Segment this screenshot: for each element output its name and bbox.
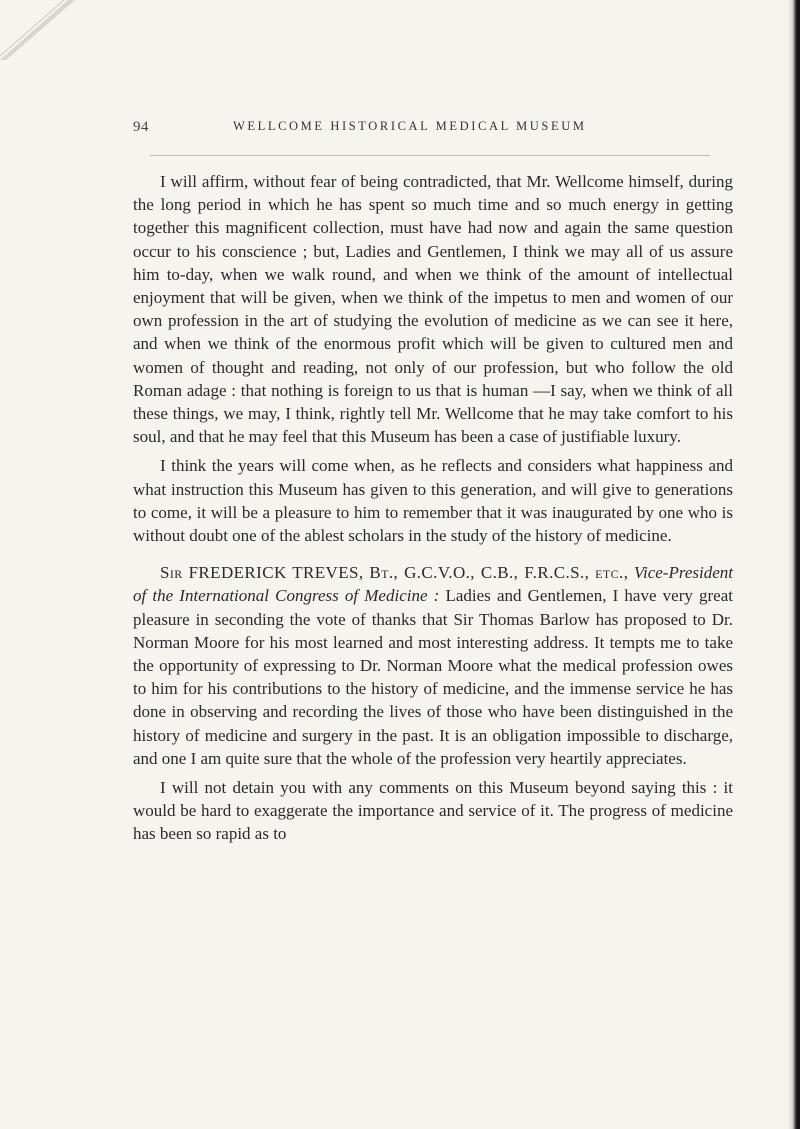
paragraph-3-text: Ladies and Gentlemen, I have very great pleasure in seconding the vote of thanks that Sir Thomas Barlow has proposed to Dr. Norman Moore for his most learned and most interesting address. It tempts me to take the opportunity of expressing to Dr. Norman Moore what the medical profession owes to him for his contributions to the history of medicine, and the immense service he has done in observing and recording the lives of those who have been distinguished in the history of medicine and surgery in the past. It is an obligation impossible to discharge, and one I am quite sure that the whole of the profession very heartily appreciates. <box>133 586 733 768</box>
paragraph-1: I will affirm, without fear of being contradicted, that Mr. Wellcome himself, during the long period in which he has spent so much time and so much energy in getting together this magnificent collection, must have had now and again the same question occur to his conscience ; but, Ladies and Gentlemen, I think we may all of us assure him to-day, when we walk round, and when we think of the amount of intellectual enjoyment that will be given, when we think of the impetus to men and women of our own profession in the art of studying the evolution of medicine as we can see it here, and when we think of the enormous profit which will be given to cultured men and women of thought and reading, not only of our profession, but who follow the old Roman adage : that nothing is foreign to us that is human —I say, when we think of all these things, we may, I think, rightly tell Mr. Wellcome that he may take comfort to his soul, and that he may feel that this Museum has been a case of justifiable luxury. <box>133 172 733 447</box>
paragraph-2: I think the years will come when, as he reflects and considers what happiness and what instruction this Museum has given to this generation, and will give to generations to come, it will be a pleasure to him to remember that it was inaugurated by one who is without doubt one of the ablest scholars in the study of the history of medicine. <box>133 456 733 546</box>
running-title: WELLCOME HISTORICAL MEDICAL MUSEUM <box>233 119 587 133</box>
header-rule <box>150 155 710 156</box>
speaker-name: Sir FREDERICK TREVES, Bt., G.C.V.O., C.B., F.R.C.S., etc., <box>160 563 629 583</box>
paragraph-4: I will not detain you with any comments on this Museum beyond saying this : it would be hard to exaggerate the importance and service of it. The progress of medicine has been so rapid as to <box>133 778 733 844</box>
page-corner-fold <box>0 0 90 60</box>
speaker-role: Vice-President of the International Congress of Medicine : <box>133 563 733 606</box>
page-edge-shadow <box>788 0 800 1129</box>
paragraph-3 <box>133 561 733 770</box>
page-number: 94 <box>133 119 149 135</box>
page-text <box>133 170 733 852</box>
running-head <box>133 119 733 141</box>
